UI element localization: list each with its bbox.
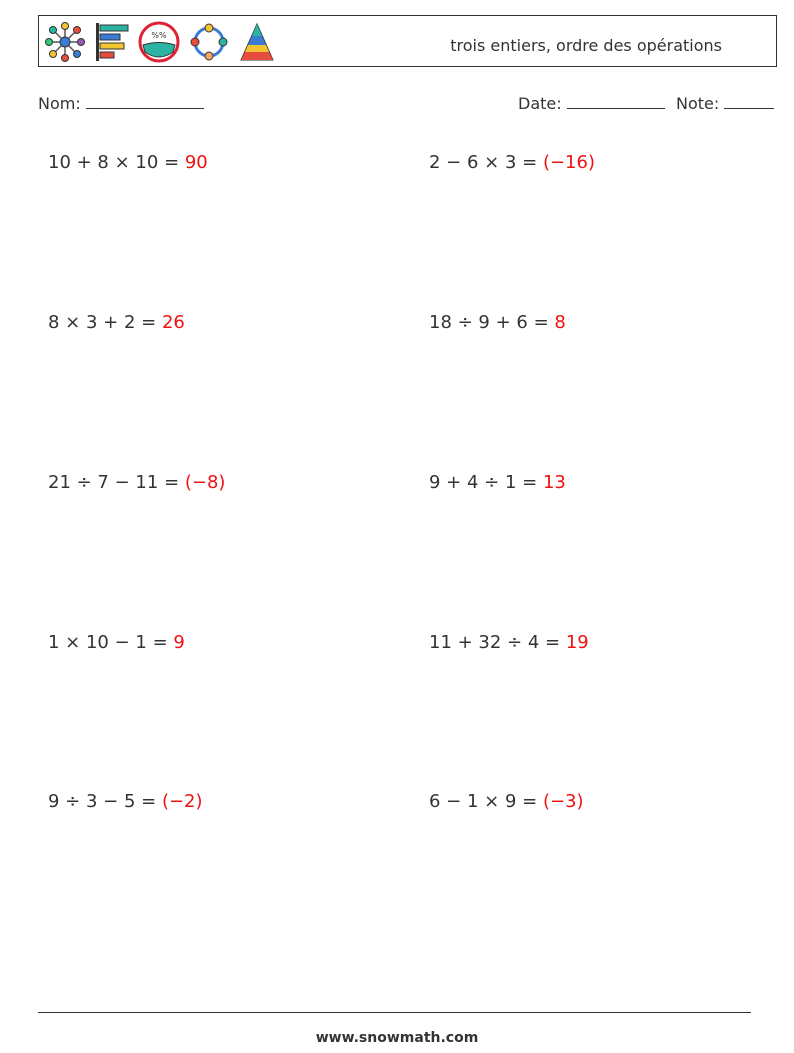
problem-3 [48,312,185,333]
problem-answer: (−3) [542,791,584,812]
problem-5 [48,472,225,493]
grade-label: Note: [676,94,720,113]
problem-1 [48,152,208,173]
date-field[interactable] [518,94,665,113]
problem-expression: 21 ÷ 7 − 11 = [48,472,185,493]
problem-answer: 90 [184,152,208,173]
problem-answer: (−8) [184,472,226,493]
problem-expression: 10 + 8 × 10 = [48,152,185,173]
network-icon [43,20,87,64]
grade-field[interactable] [676,94,774,113]
problem-answer: (−2) [161,791,203,812]
worksheet-title: trois entiers, ordre des opérations [450,36,722,55]
name-blank[interactable] [86,94,204,109]
name-label: Nom: [38,94,81,113]
percent-circle-icon [137,20,181,64]
bar-chart-icon [93,20,131,64]
date-blank[interactable] [567,94,665,109]
pyramid-icon [237,20,277,64]
problem-answer: 8 [554,312,566,333]
problem-expression: 1 × 10 − 1 = [48,632,174,653]
problem-expression: 18 ÷ 9 + 6 = [429,312,555,333]
problem-8 [429,632,589,653]
name-field[interactable] [38,94,204,113]
svg-text:%%: %% [151,31,167,40]
problem-expression: 2 − 6 × 3 = [429,152,543,173]
problem-answer: (−16) [542,152,595,173]
footer-divider [38,1012,751,1013]
footer-url[interactable]: www.snowmath.com [315,1030,479,1046]
problem-answer: 19 [565,632,589,653]
problem-9 [48,791,203,812]
problem-answer: 13 [542,472,566,493]
worksheet-header [38,15,777,67]
people-cycle-icon [187,20,231,64]
problem-expression: 9 ÷ 3 − 5 = [48,791,162,812]
problem-expression: 9 + 4 ÷ 1 = [429,472,543,493]
problem-expression: 6 − 1 × 9 = [429,791,543,812]
problem-7 [48,632,185,653]
header-icons [43,20,277,64]
date-label: Date: [518,94,562,113]
problem-2 [429,152,595,173]
problem-answer: 9 [173,632,185,653]
grade-blank[interactable] [724,94,774,109]
problem-10 [429,791,584,812]
problem-answer: 26 [161,312,185,333]
problem-expression: 11 + 32 ÷ 4 = [429,632,566,653]
problem-expression: 8 × 3 + 2 = [48,312,162,333]
problem-6 [429,472,566,493]
problem-4 [429,312,566,333]
